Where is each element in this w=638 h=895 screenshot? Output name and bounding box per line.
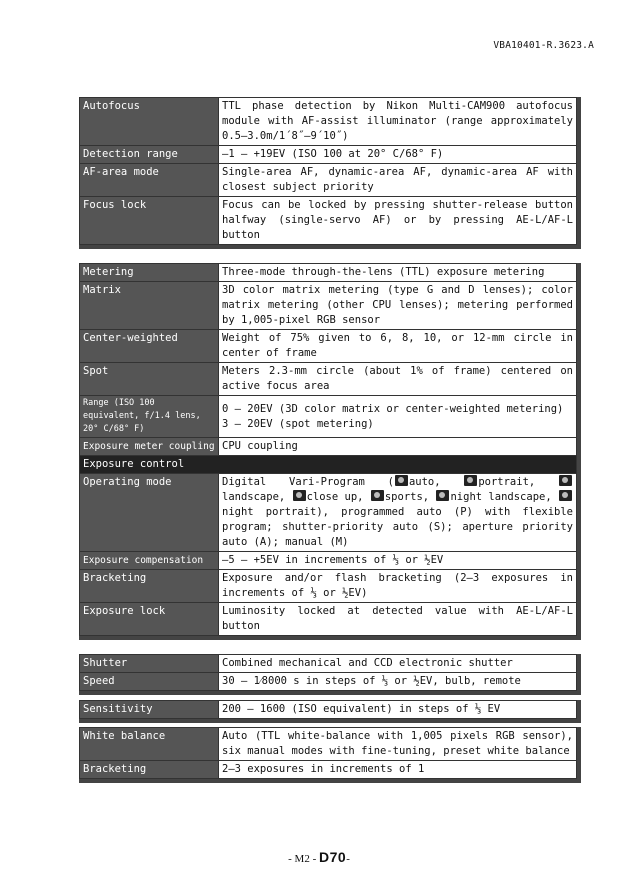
- spec-value: Single-area AF, dynamic-area AF, dynamic-area AF with closest subject priority: [219, 164, 577, 197]
- spec-value: 30 – 1⁄8000 s in steps of ⅓ or ½EV, bulb, remote: [219, 673, 577, 691]
- sensitivity-spec-table: [79, 700, 581, 723]
- page-number-prefix: - M2 -: [288, 853, 317, 865]
- table-row: [80, 363, 577, 396]
- spec-value: Combined mechanical and CCD electronic shutter: [219, 655, 577, 673]
- spec-label: Focus lock: [80, 197, 219, 245]
- table-row: [80, 146, 577, 164]
- mode-text: Digital Vari-Program (: [222, 476, 394, 488]
- range-line: 0 – 20EV (3D color matrix or center-weighted metering): [222, 402, 564, 415]
- spec-label: Sensitivity: [80, 701, 219, 719]
- spec-value: Auto (TTL white-balance with 1,005 pixels RGB sensor), six manual modes with fine-tuning, preset white balance: [219, 728, 577, 761]
- spec-value: CPU coupling: [219, 438, 577, 456]
- sports-mode-icon: [371, 490, 384, 501]
- spec-label: Operating mode: [80, 474, 219, 552]
- page-number: [0, 849, 638, 865]
- table-row: [80, 98, 577, 146]
- spec-label: Autofocus: [80, 98, 219, 146]
- spec-value: 2–3 exposures in increments of 1: [219, 761, 577, 779]
- spec-label: Spot: [80, 363, 219, 396]
- table-row: [80, 728, 577, 761]
- spec-label: Matrix: [80, 282, 219, 330]
- mode-text: auto,: [408, 476, 441, 488]
- spec-value: Luminosity locked at detected value with AE-L/AF-L button: [219, 603, 577, 636]
- portrait-mode-icon: [464, 475, 477, 486]
- table-row: [80, 264, 577, 282]
- night-portrait-mode-icon: [559, 490, 572, 501]
- white-balance-spec-table: [79, 727, 581, 783]
- spec-value: 200 – 1600 (ISO equivalent) in steps of ⅓ EV: [219, 701, 577, 719]
- table-row: [80, 701, 577, 719]
- mode-text: night portrait), programmed auto (P) with flexible program; shutter-priority auto (S); aperture priority auto (A); manual (M): [222, 506, 573, 548]
- spec-label: Bracketing: [80, 570, 219, 603]
- mode-text: sports,: [384, 491, 430, 503]
- table-row: [80, 396, 577, 438]
- spec-label: Bracketing: [80, 761, 219, 779]
- spec-value: 3D color matrix metering (type G and D lenses); color matrix metering (other CPU lenses); metering performed by 1,005-pixel RGB sensor: [219, 282, 577, 330]
- table-row: [80, 552, 577, 570]
- mode-text: portrait,: [478, 476, 536, 488]
- close-up-mode-icon: [293, 490, 306, 501]
- spec-value: –1 – +19EV (ISO 100 at 20° C/68° F): [219, 146, 577, 164]
- mode-text: night landscape,: [450, 491, 552, 503]
- spec-label: Shutter: [80, 655, 219, 673]
- metering-spec-table: [79, 263, 581, 640]
- spec-value: Focus can be locked by pressing shutter-release button halfway (single-servo AF) or by pressing AE-L/AF-L button: [219, 197, 577, 245]
- spec-label: Range (ISO 100 equivalent, f/1.4 lens, 20° C/68° F): [80, 396, 219, 438]
- table-row: [80, 474, 577, 552]
- spec-value: Exposure and/or flash bracketing (2–3 exposures in increments of ⅓ or ½EV): [219, 570, 577, 603]
- table-row: [80, 603, 577, 636]
- spec-label: AF-area mode: [80, 164, 219, 197]
- autofocus-spec-table: [79, 97, 581, 249]
- table-row: [80, 673, 577, 691]
- spec-label: Speed: [80, 673, 219, 691]
- table-row: [80, 570, 577, 603]
- mode-text: landscape,: [222, 491, 286, 503]
- spec-label: Exposure compensation: [80, 552, 219, 570]
- table-row: [80, 655, 577, 673]
- mode-text: close up,: [306, 491, 364, 503]
- spec-label: White balance: [80, 728, 219, 761]
- section-heading-row: [80, 456, 577, 474]
- spec-label: Center-weighted: [80, 330, 219, 363]
- page-number-suffix: -: [346, 853, 350, 865]
- spec-value: [219, 474, 577, 552]
- table-row: [80, 438, 577, 456]
- spec-label: Detection range: [80, 146, 219, 164]
- spec-value: Weight of 75% given to 6, 8, 10, or 12-mm circle in center of frame: [219, 330, 577, 363]
- spec-value: TTL phase detection by Nikon Multi-CAM900 autofocus module with AF-assist illuminator (range approximately 0.5–3.0m/1´8˝–9´10˝): [219, 98, 577, 146]
- table-row: [80, 197, 577, 245]
- table-row: [80, 330, 577, 363]
- section-heading: Exposure control: [80, 456, 577, 474]
- spec-value: [219, 396, 577, 438]
- range-line: 3 – 20EV (spot metering): [222, 417, 374, 430]
- document-id: VBA10401-R.3623.A: [493, 40, 594, 51]
- spec-label: Exposure meter coupling: [80, 438, 219, 456]
- spec-value: Meters 2.3-mm circle (about 1% of frame) centered on active focus area: [219, 363, 577, 396]
- spec-label: Exposure lock: [80, 603, 219, 636]
- table-row: [80, 164, 577, 197]
- d70-logo: D70: [319, 849, 347, 865]
- night-landscape-mode-icon: [436, 490, 449, 501]
- auto-mode-icon: [395, 475, 408, 486]
- spec-value: Three-mode through-the-lens (TTL) exposure metering: [219, 264, 577, 282]
- landscape-mode-icon: [559, 475, 572, 486]
- spec-label: Metering: [80, 264, 219, 282]
- spec-value: –5 – +5EV in increments of ⅓ or ½EV: [219, 552, 577, 570]
- table-row: [80, 761, 577, 779]
- shutter-spec-table: [79, 654, 581, 695]
- table-row: [80, 282, 577, 330]
